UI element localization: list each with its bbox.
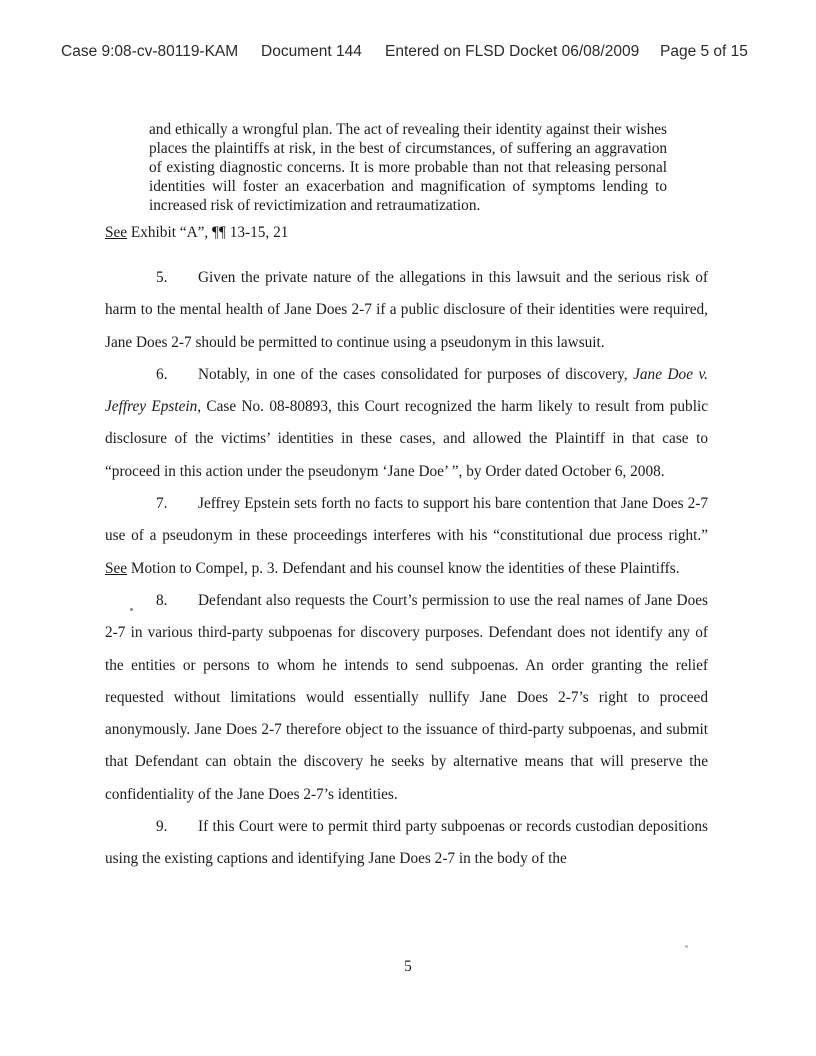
- paragraph-text: Notably, in one of the cases consolidated for purposes of discovery,: [198, 365, 634, 383]
- paragraph-5: [105, 262, 708, 359]
- paragraph-8: [105, 585, 708, 811]
- entered-date: Entered on FLSD Docket 06/08/2009: [385, 43, 640, 60]
- docket-header: [61, 43, 761, 61]
- case-number: Case 9:08-cv-80119-KAM: [61, 43, 239, 60]
- see-signal: See: [105, 559, 128, 577]
- document-number: Document 144: [261, 43, 362, 60]
- numbered-paragraphs: [105, 262, 708, 876]
- exhibit-citation: [105, 224, 288, 242]
- paragraph-text: Jeffrey Epstein sets forth no facts to support his bare contention that Jane Does 2-7 use of a pseudonym in these proceedings interferes with his “constitutional due process right.”: [105, 495, 708, 545]
- block-quote-text: and ethically a wrongful plan. The act of revealing their identity against their wishes places the plaintiffs at risk, in the best of circumstances, of suffering an aggravation of existing diagnostic concerns. It is more probable than not that releasing personal identities will foster an exacerbation and magnification of symptoms lending to increased risk of revictimization and retraumatization.: [149, 121, 667, 215]
- paragraph-number: 8.: [156, 591, 168, 609]
- page-number: 5: [404, 958, 412, 975]
- scan-speck: [130, 608, 133, 611]
- paragraph-number: 7.: [156, 495, 168, 513]
- paragraph-6: [105, 359, 708, 488]
- scan-speck: [685, 945, 688, 948]
- paragraph-text: Given the private nature of the allegations in this lawsuit and the serious risk of harm to the mental health of Jane Does 2-7 if a public disclosure of their identities were required, Jane Does 2-7 should be permitted to continue using a pseudonym in this lawsuit.: [105, 269, 708, 351]
- see-signal: See: [105, 224, 128, 241]
- exhibit-citation-text: Exhibit “A”, ¶¶ 13-15, 21: [127, 224, 289, 241]
- paragraph-text: If this Court were to permit third party subpoenas or records custodian depositions using the existing captions and identifying Jane Does 2-7 in the body of the: [105, 818, 708, 868]
- block-quote: [149, 120, 667, 215]
- paragraph-9: [105, 811, 708, 876]
- paragraph-text: Motion to Compel, p. 3. Defendant and his counsel know the identities of these Plaintiffs.: [127, 559, 680, 577]
- paragraph-number: 6.: [156, 365, 168, 383]
- page-indicator: Page 5 of 15: [660, 43, 748, 60]
- paragraph-text: , Case No. 08-80893, this Court recognized the harm likely to result from public disclosure of the victims’ identities in these cases, and allowed the Plaintiff in that case to “proceed in this action under the pseudonym ‘Jane Doe’ ”, by Order dated October 6, 2008.: [105, 398, 708, 480]
- case-name: Jane Doe v. Jeffrey Epstein: [105, 365, 708, 416]
- paragraph-number: 5.: [156, 269, 168, 286]
- paragraph-text: Defendant also requests the Court’s permission to use the real names of Jane Does 2-7 in various third-party subpoenas for discovery purposes. Defendant does not identify any of the entities or persons to whom he intends to send subpoenas. An order granting the relief requested without limitations would essentially nullify Jane Does 2-7’s right to proceed anonymously. Jane Does 2-7 therefore object to the issuance of third-party subpoenas, and submit that Defendant can obtain the discovery he seeks by alternative means that will preserve the confidentiality of the Jane Does 2-7’s identities.: [105, 591, 708, 803]
- paragraph-7: [105, 488, 708, 585]
- paragraph-number: 9.: [156, 818, 168, 836]
